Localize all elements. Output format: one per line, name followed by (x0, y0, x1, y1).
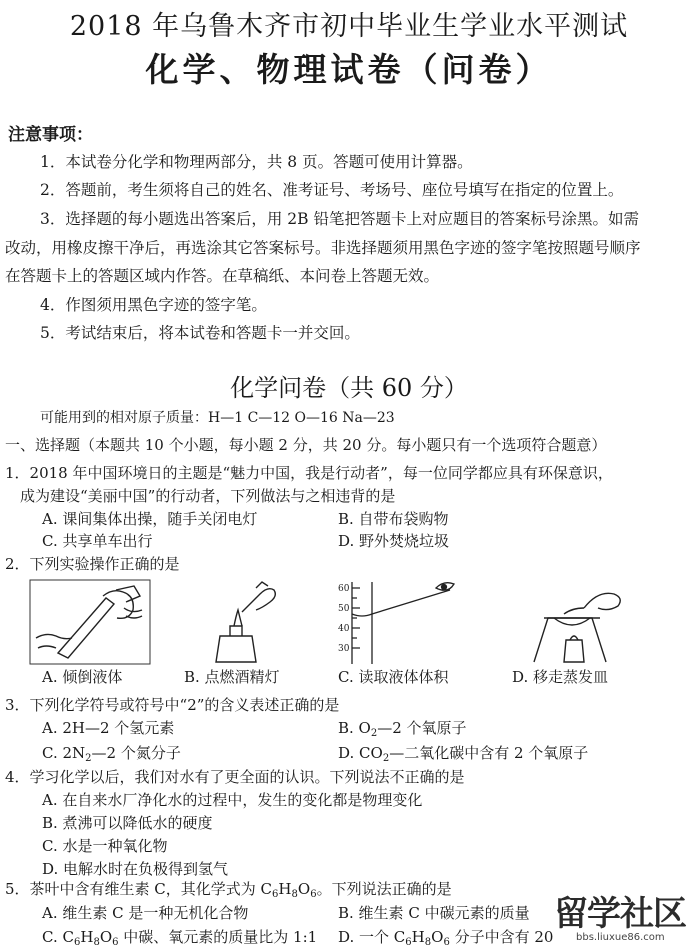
notice-line: 4．作图须用黑色字迹的签字笔。 (40, 296, 267, 314)
chemistry-title: 化学问卷（共 60 分） (230, 374, 468, 402)
scale-tick-60: 60 (338, 584, 350, 594)
option-d: D. $CO_2—$二氧化碳中含有 2 个氧原子 (338, 744, 589, 764)
section-heading: 一、选择题（本题共 10 个小题，每小题 2 分，共 20 分。每小题只有一个选项符合题意） (5, 436, 607, 454)
site-watermark (532, 886, 692, 946)
watermark-url: bbs.liuxue86.com (576, 932, 665, 943)
option-d: D. 电解水时在负极得到氢气 (42, 860, 229, 878)
question-stem: 5．茶叶中含有维生素 C，其化学式为 $C_6H_8O_6$。下列说法正确的是 (5, 880, 452, 900)
option-c: C. 共享单车出行 (42, 532, 153, 550)
watermark-logo-text: 留学社区 (554, 894, 686, 934)
option-d: D. 野外焚烧垃圾 (338, 532, 450, 550)
option-c: C. $2N_2—2$ 个氮分子 (42, 744, 181, 764)
notice-line: 5．考试结束后，将本试卷和答题卡一并交回。 (40, 324, 360, 342)
atomic-masses: 可能用到的相对原子质量：H—1 C—12 O—16 Na—23 (40, 410, 395, 426)
evaporating-dish-illustration (524, 578, 634, 666)
option-b: B. 自带布袋购物 (338, 510, 449, 528)
scale-tick-50: 50 (338, 604, 350, 614)
question-stem: 成为建设“美丽中国”的行动者，下列做法与之相违背的是 (20, 487, 396, 505)
option-b: B. 煮沸可以降低水的硬度 (42, 814, 213, 832)
option-d: D. 移走蒸发皿 (512, 668, 609, 686)
exam-subtitle: 化学、物理试卷（问卷） (145, 50, 553, 89)
notice-line: 改动，用橡皮擦干净后，再选涂其它答案标号。非选择题须用黑色字迹的签字笔按照题号顺序 (5, 239, 641, 257)
question-stem: 1．2018 年中国环境日的主题是“魅力中国，我是行动者”，每一位同学都应具有环保意识， (5, 464, 613, 482)
question-stem: 4．学习化学以后，我们对水有了更全面的认识。下列说法不正确的是 (5, 768, 465, 786)
scale-tick-40: 40 (338, 624, 350, 634)
option-a: A. 在自来水厂净化水的过程中，发生的变化都是物理变化 (42, 791, 423, 809)
pouring-liquid-illustration (28, 578, 152, 666)
question-stem: 2．下列实验操作正确的是 (5, 555, 180, 573)
option-b: B. 点燃酒精灯 (184, 668, 280, 686)
option-a: A. 倾倒液体 (42, 668, 123, 686)
exam-title: 2018 年乌鲁木齐市初中毕业生学业水平测试 (69, 11, 629, 42)
option-c: C. $C_6H_8O_6$ 中碳、氧元素的质量比为 1:1 (42, 928, 318, 948)
notice-line: 1．本试卷分化学和物理两部分，共 8 页。答题可使用计算器。 (40, 153, 473, 171)
scale-tick-30: 30 (338, 644, 350, 654)
alcohol-lamp-illustration (196, 578, 286, 666)
notice-line: 2．答题前，考生须将自己的姓名、准考证号、考场号、座位号填写在指定的位置上。 (40, 181, 624, 199)
option-b: B. 维生素 C 中碳元素的质量 (338, 904, 530, 922)
option-a: A. 维生素 C 是一种无机化合物 (42, 904, 249, 922)
option-b: B. $O_2—2$ 个氧原子 (338, 719, 467, 739)
notice-heading: 注意事项： (8, 125, 93, 145)
notice-line: 3．选择题的每小题选出答案后，用 2B 铅笔把答题卡上对应题目的答案标号涂黑。如需 (40, 210, 639, 228)
option-a: A. 2H—2 个氢元素 (42, 719, 175, 737)
option-a: A. 课间集体出操，随手关闭电灯 (42, 510, 258, 528)
notice-line: 在答题卡上的答题区域内作答。在草稿纸、本问卷上答题无效。 (5, 267, 440, 285)
option-d: D. 一个 $C_6H_8O_6$ 分子中含有 20 (338, 928, 554, 948)
graduated-cylinder-illustration (338, 578, 468, 666)
question-stem: 3．下列化学符号或符号中“2”的含义表述正确的是 (5, 696, 340, 714)
option-c: C. 水是一种氧化物 (42, 837, 168, 855)
option-c: C. 读取液体体积 (338, 668, 449, 686)
